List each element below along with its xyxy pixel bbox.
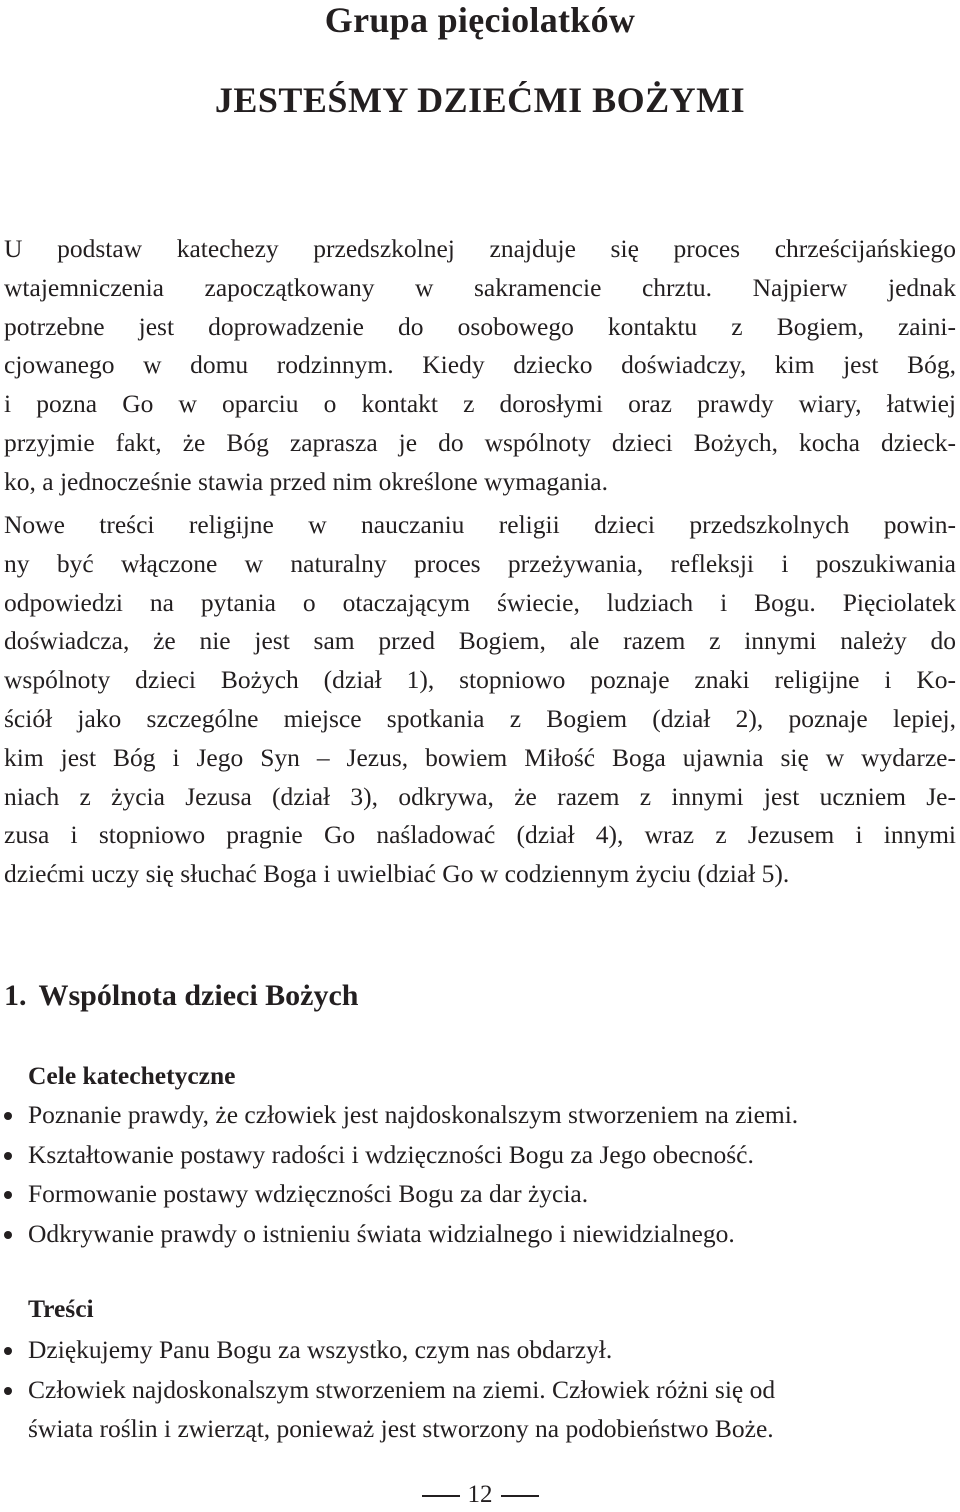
text-line: potrzebne jest doprowadzenie do osobowego kontaktu z Bogiem, zaini-	[4, 311, 956, 341]
text-line: wtajemniczenia zapoczątkowany w sakramencie chrztu. Najpierw jednak	[4, 272, 956, 302]
list-item-text: Człowiek najdoskonalszym stworzeniem na ziemi. Człowiek różni się od	[28, 1374, 776, 1404]
list-item-text: Formowanie postawy wdzięczności Bogu za dar życia.	[28, 1179, 589, 1208]
intro-paragraph-2	[4, 506, 956, 894]
bullet-icon	[4, 1191, 12, 1199]
list-item	[4, 1214, 956, 1254]
goals-heading: Cele katechetyczne	[28, 1061, 236, 1090]
bullet-icon	[4, 1387, 12, 1395]
dash-decoration	[501, 1495, 539, 1497]
page-number-text: 12	[467, 1481, 493, 1508]
list-item	[4, 1174, 956, 1214]
section-title	[4, 976, 359, 1016]
text-line: zusa i stopniowo pragnie Go naśladować (dział 4), wraz z Jezusem i innymi	[4, 820, 956, 850]
section-number: 1.	[4, 979, 27, 1012]
text-line: i pozna Go w oparciu o kontakt z dorosłymi oraz prawdy wiary, łatwiej	[4, 389, 956, 419]
goals-list	[4, 1095, 956, 1253]
content-list	[4, 1330, 956, 1449]
dash-decoration	[422, 1495, 460, 1497]
list-item-text: Dziękujemy Panu Bogu za wszystko, czym nas obdarzył.	[28, 1335, 613, 1364]
list-item-text: Kształtowanie postawy radości i wdzięczności Bogu za Jego obecność.	[28, 1139, 754, 1169]
text-line: cjowanego w domu rodzinnym. Kiedy dziecko doświadczy, kim jest Bóg,	[4, 350, 956, 380]
text-line: wspólnoty dzieci Bożych (dział 1), stopniowo poznaje znaki religijne i Ko-	[4, 665, 956, 695]
main-title: JESTEŚMY DZIEĆMI BOŻYMI	[214, 80, 746, 120]
text-line: doświadcza, że nie jest sam przed Bogiem, ale razem z innymi należy do	[4, 626, 956, 656]
text-line: przyjmie fakt, że Bóg zaprasza je do wspólnoty dzieci Bożych, kocha dzieck-	[4, 427, 956, 457]
text-line: U podstaw katechezy przedszkolnej znajduje się proces chrześcijańskiego	[4, 234, 956, 263]
list-item	[4, 1330, 956, 1370]
text-line: odpowiedzi na pytania o otaczającym świecie, ludziach i Bogu. Pięciolatek	[4, 587, 956, 617]
text-line: kim jest Bóg i Jego Syn – Jezus, bowiem Miłość Boga ujawnia się w wydarze-	[4, 742, 956, 772]
list-item-text: Poznanie prawdy, że człowiek jest najdoskonalszym stworzeniem na ziemi.	[28, 1100, 799, 1129]
list-item-text: Odkrywanie prawdy o istnieniu świata widzialnego i niewidzialnego.	[28, 1218, 735, 1248]
text-line: ściół jako szczególne miejsce spotkania z Bogiem (dział 2), poznaje lepiej,	[4, 703, 956, 733]
text-line: dziećmi uczy się słuchać Boga i uwielbiać Go w codziennym życiu (dział 5).	[4, 859, 790, 889]
text-line: ko, a jednocześnie stawia przed nim określone wymagania.	[4, 466, 608, 496]
bullet-icon	[4, 1152, 12, 1160]
list-item	[4, 1135, 956, 1175]
text-line: Nowe treści religijne w nauczaniu religii dzieci przedszkolnych powin-	[4, 510, 956, 539]
bullet-icon	[4, 1231, 12, 1239]
bullet-icon	[4, 1112, 12, 1120]
section-title-text: Wspólnota dzieci Bożych	[38, 979, 359, 1012]
content-heading: Treści	[28, 1294, 94, 1323]
bullet-icon	[4, 1347, 12, 1355]
text-line: niach z życia Jezusa (dział 3), odkrywa, że razem z innymi jest uczniem Je-	[4, 781, 956, 811]
text-line: ny być włączone w naturalny proces przeżywania, refleksji i poszukiwania	[4, 548, 956, 578]
intro-paragraph-1	[4, 230, 956, 502]
list-item	[4, 1095, 956, 1135]
list-item	[4, 1370, 956, 1449]
page-number	[0, 1480, 960, 1510]
group-title: Grupa pięciolatków	[324, 0, 636, 40]
list-item-text: świata roślin i zwierząt, ponieważ jest stworzony na podobieństwo Boże.	[28, 1414, 774, 1443]
